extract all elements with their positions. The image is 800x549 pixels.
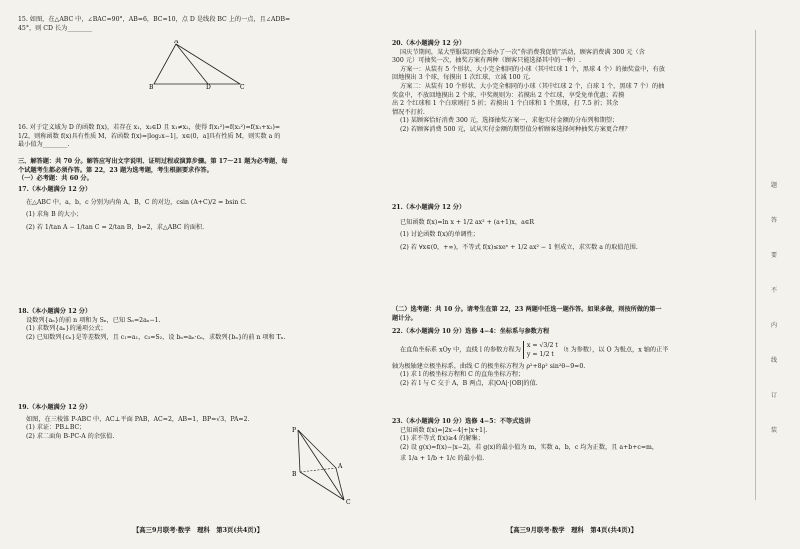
q22-line2: 轴为极轴建立极坐标系，曲线 C 的极坐标方程为 ρ²+8ρ² sin²θ−9=0.: [392, 362, 586, 370]
sec3-sub: （一）必考题：共 60 分。: [18, 175, 93, 183]
q17-part1: (1) 求角 B 的大小；: [26, 211, 83, 219]
q18-part2: (2) 已知数列{cₙ}是等差数列，且 c₁=a₁，c₃=S₂，设 bₙ=aₙ·cₙ，求数列{bₙ}的前 n 项和 Tₙ.: [26, 333, 286, 341]
strip-char-3: 要: [770, 252, 777, 259]
sec3-line1: 三、解答题：共 70 分。解答应写出文字说明、证明过程或演算步骤。第 17～21 题为必考题，每: [18, 158, 288, 165]
q15-label-d: D: [206, 84, 211, 90]
strip-char-2: 答: [770, 217, 777, 224]
strip-char-8: 装: [770, 427, 777, 434]
q19-label-c: C: [346, 499, 351, 506]
q16-line3: 最小值为________.: [18, 141, 70, 149]
q18-part1: (1) 求数列{aₙ}的通项公式；: [26, 325, 107, 333]
right-footer: 【高三9月联考·数学 理科 第4页(共4页)】: [506, 526, 638, 535]
question-17: [18, 186, 378, 232]
strip-char-7: 订: [770, 392, 777, 399]
q15-triangle: [154, 44, 240, 84]
binding-strip: [755, 30, 794, 500]
question-18: [18, 308, 378, 342]
q23-head: 23.（本小题满分 10 分）选修 4−5：不等式选讲: [392, 418, 531, 425]
q21-part1: (1) 讨论函数 f(x)的单调性；: [400, 231, 479, 239]
question-20: [392, 40, 752, 135]
q19-edge-pa: [298, 430, 336, 468]
q17-head: 17.（本小题满分 12 分）: [18, 186, 92, 193]
q22-part2: (2) 若 l 与 C 交于 A，B 两点，求|OA|·|OB|的值.: [400, 379, 538, 387]
q22-tail: （t 为参数），以 O 为极点，x 轴的正半: [559, 346, 669, 354]
q19-pyramid-figure: [288, 426, 358, 506]
q23-part2b: 求 1/a + 1/b + 1/c 的最小值.: [400, 455, 485, 463]
q19-head: 19.（本小题满分 12 分）: [18, 404, 92, 411]
q15-label-b: B: [149, 84, 154, 90]
question-22: [392, 328, 752, 388]
q21-head: 21.（本小题满分 12 分）: [392, 204, 466, 211]
right-page: [392, 8, 752, 541]
left-page: [18, 8, 378, 541]
q19-edge-pb: [298, 430, 300, 472]
left-footer: 【高三9月联考·数学 理科 第3页(共4页)】: [132, 526, 264, 535]
q16-line1: 16. 对于定义域为 D 的函数 f(x)，若存在 x₁，x₂∈D 且 x₁≠x₂，使得 f(x₁²)=f(x₂²)=f(x₁+x₂)=: [18, 124, 281, 131]
q21-part2: (2) 若 ∀x∈(0，+∞)，不等式 f(x)≤xeˣ + 1/2 ax² − 1 恒成立，求实数 a 的取值范围.: [400, 243, 638, 251]
q19-label-b: B: [292, 471, 297, 478]
q18-line1: 设数列{aₙ}的前 n 项和为 Sₙ，已知 Sₙ=2aₙ−1.: [26, 316, 161, 324]
section-3-header: [18, 158, 378, 184]
q19-label-a: A: [338, 463, 343, 470]
q15-label-a: A: [174, 40, 179, 45]
q19-label-p: P: [292, 427, 297, 434]
q20-line4: 回地摸出 3 个球，每摸出 1 次红球，立减 100 元.: [392, 74, 531, 82]
section-choice-header: [392, 306, 752, 323]
q22-eq1: x = √3/2 t: [526, 341, 558, 349]
q20-line5: 方案二：从装有 10 个形状、大小完全相同的小球（其中红球 2 个，白球 1 个，黑球 7 个）的抽: [400, 82, 665, 90]
q20-part2: (2) 若顾客消费 500 元，试从实付金额的期望值分析顾客选择何种抽奖方案更合理？: [400, 125, 631, 133]
q17-line1: 在△ABC 中，a，b，c 分别为内角 A，B，C 的对边，csin (A+C)/2 = bsin C.: [26, 198, 247, 206]
question-23: [392, 418, 752, 464]
choice-line2: 题计分。: [392, 314, 417, 322]
q20-line6: 奖盒中，不放回地摸出 2 个球，中奖规则为：若摸出 2 个红球，享受免单优惠；若摸: [392, 91, 625, 99]
q22-eq2: y = 1/2 t: [526, 350, 554, 358]
q22-intro: 在直角坐标系 xOy 中，直线 l 的参数方程为: [400, 346, 521, 354]
q19-part1: (1) 求证：PB⊥BC；: [26, 424, 86, 432]
q20-head: 20.（本小题满分 12 分）: [392, 40, 466, 47]
q20-line8: 情况不打折.: [392, 108, 425, 116]
choice-line1: （二）选考题：共 10 分。请考生在第 22，23 两题中任选一题作答。如果多做，则按所做的第一: [392, 306, 662, 313]
q20-line2: 300 元）可抽奖一次，抽奖方案有两种（顾客只能选择其中的一种）.: [392, 57, 581, 65]
q15-triangle-figure: [148, 40, 248, 90]
q20-line1: 国庆节期间，某大型服装团购会举办了一次“你消费我促销”活动，顾客消费满 300 元（含: [400, 48, 645, 56]
q20-part1: (1) 某顾客恰好消费 300 元，选择抽奖方案一，求他实付金额的分布列和期望；: [400, 117, 619, 125]
q16-line2: 1/2，则称函数 f(x)具有性质 M，若函数 f(x)=|log₂x−1|，x∈(0，a]具有性质 M，则实数 a 的: [18, 132, 281, 140]
q21-line1: 已知函数 f(x)=ln x + 1/2 ax² + (a+1)x，a∈R: [400, 218, 534, 226]
question-16: [18, 124, 378, 150]
q22-head: 22.（本小题满分 10 分）选修 4−4：坐标系与参数方程: [392, 328, 550, 335]
question-21: [392, 204, 752, 252]
q15-segment-ad: [176, 44, 208, 84]
strip-char-1: 题: [770, 182, 777, 189]
q19-edge-bc: [300, 472, 344, 500]
sec3-line2: 个试题考生都必须作答。第 22，23 题为选考题，考生根据要求作答。: [18, 166, 213, 174]
q18-head: 18.（本小题满分 12 分）: [18, 308, 92, 315]
q15-line1: 15. 如图，在△ABC 中，∠BAC=90°，AB=6，BC=10，点 D 是线段 BC 上的一点，且∠ADB=: [18, 16, 291, 23]
q22-param-system: [523, 341, 558, 359]
question-15: [18, 16, 378, 33]
q20-line3: 方案一：从装有 5 个形状、大小完全相同的小球（其中红球 1 个，黑球 4 个）的抽奖盒中，有放: [400, 65, 665, 73]
q23-part2: (2) 设 g(x)=f(x)−|x−2|，若 g(x)的最小值为 m，实数 a，b，c 均为正数，且 a+b+c=m，: [400, 443, 659, 451]
q19-part2: (2) 求二面角 B-PC-A 的余弦值.: [26, 432, 115, 440]
q23-line1: 已知函数 f(x)=|2x−4|+|x+1|.: [400, 426, 488, 434]
q23-part1: (1) 求不等式 f(x)≥4 的解集；: [400, 435, 484, 443]
q20-line7: 出 2 个红球和 1 个白球则打 5 折；若摸出 1 个白球和 1 个黑球，打 7.5 折；其余: [392, 100, 619, 108]
strip-char-5: 内: [770, 322, 777, 329]
strip-char-6: 线: [770, 357, 777, 364]
q15-label-c: C: [240, 84, 245, 90]
q17-part2: (2) 若 1/tan A − 1/tan C = 2/tan B，b=2，求△ABC 的面积.: [26, 223, 205, 231]
q15-line2: 45°，则 CD 长为________: [18, 24, 93, 32]
q22-statement: [392, 341, 752, 359]
strip-char-4: 不: [770, 287, 777, 294]
q22-part1: (1) 求 l 的极坐标方程和 C 的直角坐标方程；: [400, 371, 525, 379]
q19-edge-ab: [300, 468, 336, 472]
q19-line1: 如图，在三棱锥 P-ABC 中，AC⊥平面 PAB，AC=2，AB=1，BP=√3，PA=2.: [26, 415, 250, 423]
